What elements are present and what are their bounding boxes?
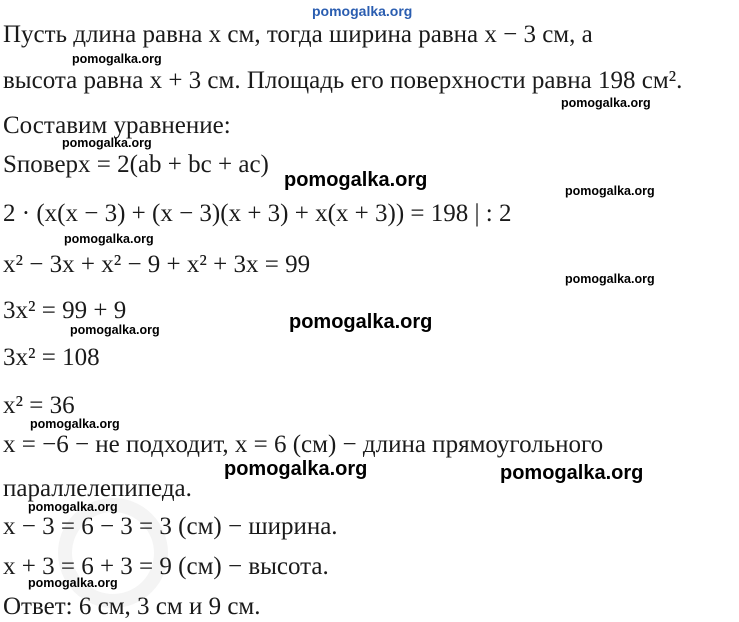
watermark: pomogalka.org — [289, 311, 433, 333]
text-line: параллелепипеда. — [3, 475, 192, 502]
watermark: pomogalka.org — [284, 169, 428, 191]
text-line: Составим уравнение: — [3, 112, 231, 139]
watermark: pomogalka.org — [565, 272, 655, 286]
text-line: x² = 36 — [3, 392, 75, 419]
watermark: pomogalka.org — [565, 184, 655, 198]
text-line: x − 3 = 6 − 3 = 3 (см) − ширина. — [3, 513, 338, 540]
watermark: pomogalka.org — [72, 52, 162, 66]
text-line: x + 3 = 6 + 3 = 9 (см) − высота. — [3, 553, 329, 580]
watermark: pomogalka.org — [64, 232, 154, 246]
text-line: x² − 3x + x² − 9 + x² + 3x = 99 — [3, 251, 311, 278]
watermark: pomogalka.org — [28, 500, 118, 514]
text-line: Sповерх = 2(ab + bc + ac) — [3, 151, 269, 178]
text-line: 3x² = 99 + 9 — [3, 297, 127, 324]
watermark: pomogalka.org — [500, 462, 644, 484]
text-line: x = −6 − не подходит, x = 6 (см) − длина прямоугольного — [3, 431, 604, 458]
watermark: pomogalka.org — [28, 576, 118, 590]
watermark: pomogalka.org — [30, 417, 120, 431]
watermark: pomogalka.org — [224, 458, 368, 480]
watermark: pomogalka.org — [561, 96, 651, 110]
text-line: Ответ: 6 см, 3 см и 9 см. — [3, 593, 261, 620]
text-line: высота равна x + 3 см. Площадь его поверхности равна 198 см². — [3, 67, 683, 94]
watermark: pomogalka.org — [62, 136, 152, 150]
text-line: Пусть длина равна x см, тогда ширина равна x − 3 см, а — [3, 21, 593, 48]
watermark: pomogalka.org — [312, 3, 413, 19]
watermark: pomogalka.org — [70, 323, 160, 337]
text-line: 3x² = 108 — [3, 344, 100, 371]
text-line: 2 · (x(x − 3) + (x − 3)(x + 3) + x(x + 3)) = 198 | : 2 — [3, 200, 512, 227]
